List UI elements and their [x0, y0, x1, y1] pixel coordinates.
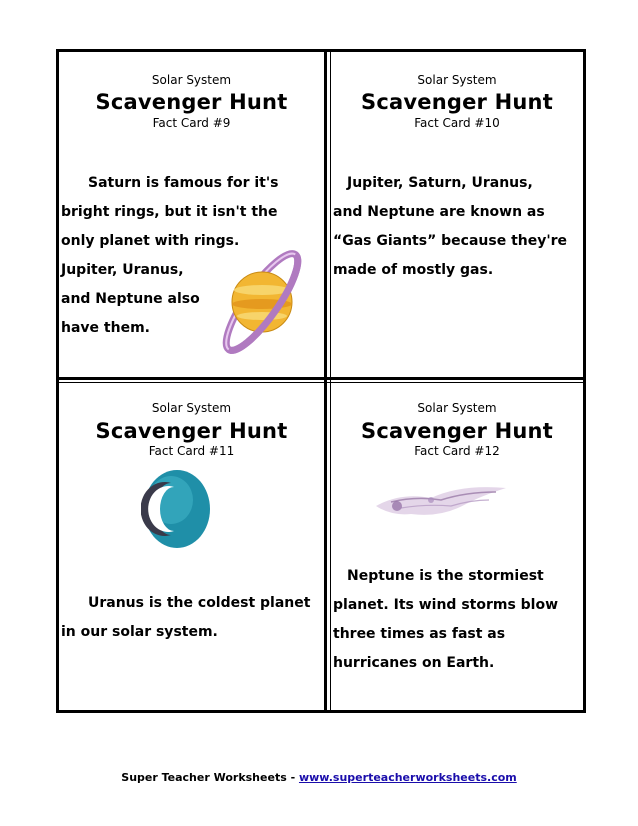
fact-card-10	[331, 52, 583, 377]
footer-prefix: Super Teacher Worksheets -	[121, 771, 299, 784]
card-subject: Solar System	[417, 73, 497, 87]
card-title: Scavenger Hunt	[95, 419, 288, 443]
fact-line: made of mostly gas.	[333, 262, 494, 278]
card-number: Fact Card #11	[148, 444, 235, 458]
grid-divider-vertical	[324, 49, 327, 713]
fact-line: “Gas Giants” because they're	[333, 233, 568, 249]
grid-divider-horizontal	[56, 377, 586, 380]
fact-line: planet. Its wind storms blow	[333, 597, 559, 613]
fact-line: Jupiter, Uranus,	[61, 262, 184, 278]
card-subject: Solar System	[151, 401, 232, 415]
fact-card-12	[331, 383, 583, 710]
fact-text	[61, 589, 310, 647]
card-number: Fact Card #12	[414, 444, 500, 458]
fact-line: and Neptune also	[61, 291, 200, 307]
card-title: Scavenger Hunt	[361, 419, 553, 443]
storm-image	[371, 478, 511, 528]
footer-link[interactable]: www.superteacherworksheets.com	[298, 771, 517, 784]
fact-card-9	[59, 52, 324, 377]
fact-line: Jupiter, Saturn, Uranus,	[347, 175, 533, 191]
card-title: Scavenger Hunt	[95, 90, 288, 114]
fact-line: Saturn is famous for it's	[88, 175, 279, 191]
card-title: Scavenger Hunt	[361, 90, 553, 114]
fact-card-11	[59, 383, 324, 710]
fact-line: hurricanes on Earth.	[333, 655, 495, 671]
card-number: Fact Card #9	[152, 116, 231, 130]
uranus-image	[141, 468, 213, 550]
card-subject: Solar System	[151, 73, 232, 87]
fact-line: Uranus is the coldest planet	[88, 595, 311, 611]
fact-text	[333, 562, 558, 678]
fact-line: have them.	[61, 320, 150, 336]
card-number: Fact Card #10	[414, 116, 500, 130]
fact-line: in our solar system.	[61, 624, 218, 640]
fact-line: only planet with rings.	[61, 233, 240, 249]
fact-line: and Neptune are known as	[333, 204, 545, 220]
fact-line: three times as fast as	[333, 626, 506, 642]
fact-line: Neptune is the stormiest	[347, 568, 544, 584]
fact-text	[333, 169, 567, 285]
fact-line: bright rings, but it isn't the	[61, 204, 278, 220]
page-footer	[0, 771, 638, 784]
card-subject: Solar System	[417, 401, 497, 415]
saturn-image	[207, 242, 317, 362]
